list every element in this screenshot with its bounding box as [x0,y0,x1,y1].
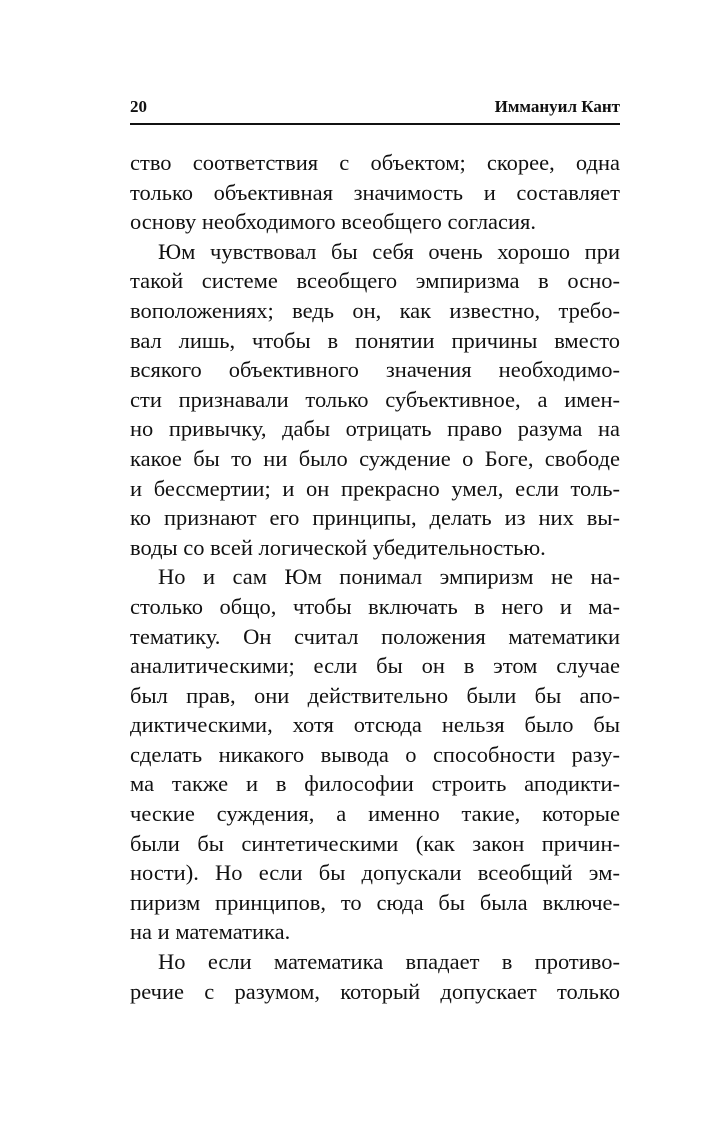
text-line: речие с разумом, который допускает только [130,978,620,1004]
text-line: аналитическими; если бы он в этом случае [130,653,620,679]
text-line: но привычку, дабы отрицать право разума на [130,416,620,442]
text-line: были бы синтетическими (как закон причин- [130,830,620,856]
text-line: ма также и в философии строить аподикти- [130,771,620,797]
text-line: только объективная значимость и составляет [130,179,620,205]
text-line: Но если математика впадает в противо- [158,949,620,975]
text-line: всякого объективного значения необходимо- [130,357,620,383]
text-line: тематику. Он считал положения математики [130,623,620,649]
text-line: ческие суждения, а именно такие, которые [130,801,620,827]
text-line: воды со всей логической убедительностью. [130,534,546,560]
header-rule [130,123,620,125]
text-line: Юм чувствовал бы себя очень хорошо при [158,238,620,264]
text-line: ности). Но если бы допускали всеобщий эм- [130,860,620,886]
text-line: на и математика. [130,919,291,945]
running-head-author: Иммануил Кант [494,97,620,116]
text-line: столько общо, чтобы включать в него и ма- [130,593,620,619]
text-line: основу необходимого всеобщего согласия. [130,209,537,235]
page-number: 20 [130,97,147,116]
text-line: вал лишь, чтобы в понятии причины вместо [130,327,620,353]
text-line: ко признают его принципы, делать из них вы- [130,505,620,531]
text-line: сделать никакого вывода о способности разу- [130,741,620,767]
text-line: какое бы то ни было суждение о Боге, свободе [130,445,620,471]
text-line: пиризм принципов, то сюда бы была включе- [130,889,620,915]
text-line: Но и сам Юм понимал эмпиризм не на- [158,564,620,590]
text-line: был прав, они действительно были бы апо- [130,682,620,708]
text-line: такой системе всеобщего эмпиризма в осно- [130,268,620,294]
text-line: ство соответствия с объектом; скорее, одна [130,150,620,175]
text-line: диктическими, хотя отсюда нельзя было бы [130,712,620,738]
text-line: и бессмертии; и он прекрасно умел, если толь- [130,475,620,501]
body-text [130,148,620,1006]
text-line: сти признавали только субъективное, а имен- [130,386,620,412]
text-line: воположениях; ведь он, как известно, требо- [130,297,620,323]
running-head [130,96,620,118]
